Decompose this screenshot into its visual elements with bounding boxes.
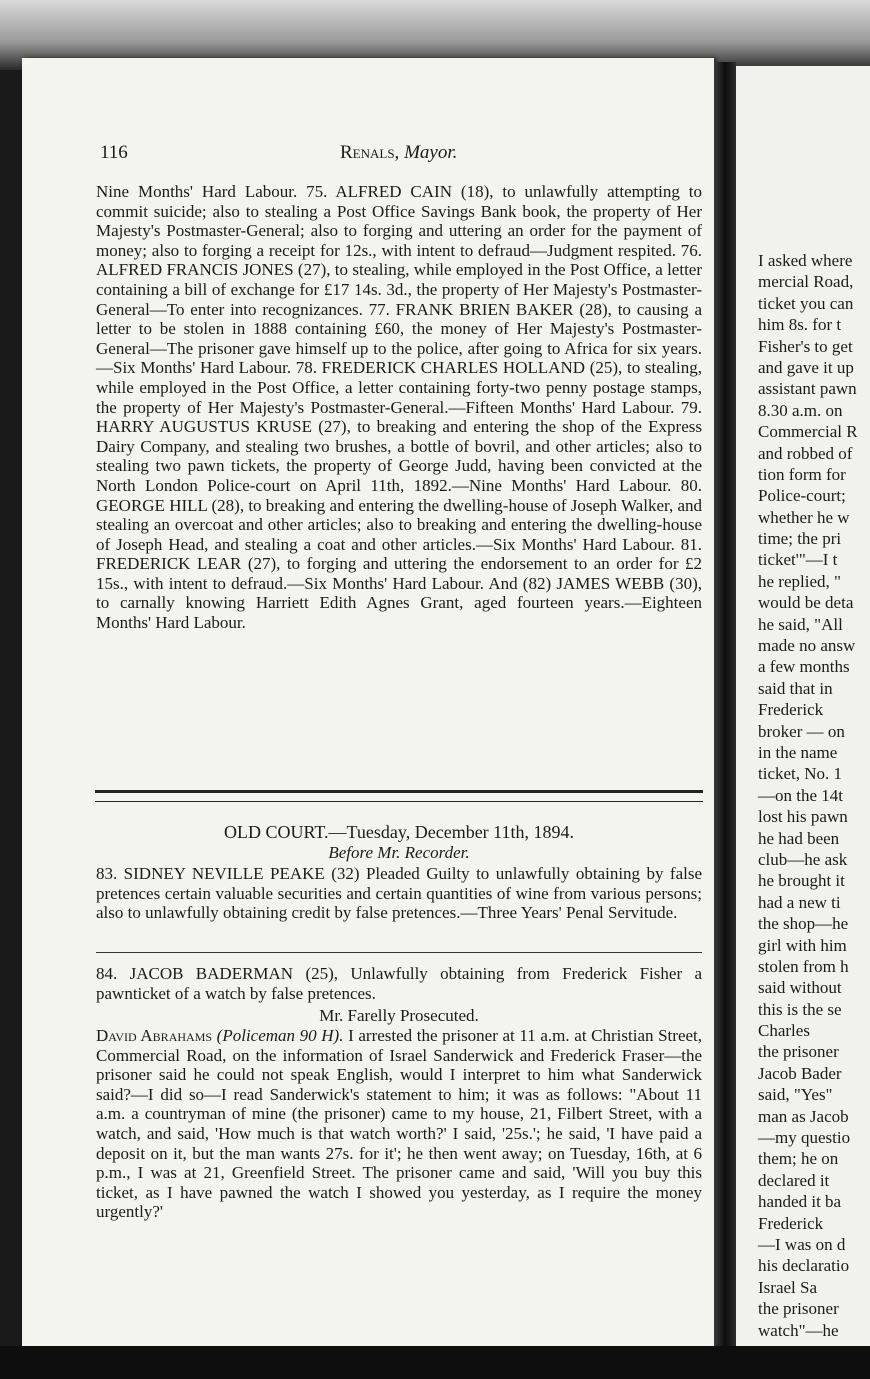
facing-line: made no answ [758,636,856,656]
facing-line: —I was on d [758,1234,846,1254]
case-84-heading-text: 84. JACOB BADERMAN (25), Unlawfully obtaining from Frederick Fisher a pawnticket of a watch by false pretences. [96,964,702,1003]
facing-line: the shop—he [758,914,849,934]
witness-name: David Abrahams [96,1026,213,1045]
book-gutter [714,62,736,1352]
facing-line: mercial Road, [758,272,854,292]
case-83-paragraph: 83. SIDNEY NEVILLE PEAKE (32) Pleaded Guilty to unlawfully obtaining by false pretences certain valuable securities and certain quantities of wine from various persons; also to unlawfully obtaining credit by false pretences.—Three Years' Penal Servitude. [96,864,702,923]
facing-line: 8.30 a.m. on [758,400,843,420]
facing-line: watch"—he [758,1320,839,1340]
facing-line: Jacob Bader [758,1063,842,1083]
facing-line: had a new ti [758,892,841,912]
facing-line: he said, "All [758,614,843,634]
facing-line: he replied, " [758,571,841,591]
facing-line: ticket you can [758,293,854,313]
facing-line: Police-court; [758,486,846,506]
facing-line: stolen from h [758,956,849,976]
case-84-testimony [96,1026,702,1222]
page-number: 116 [100,142,128,163]
facing-line: said without [758,978,842,998]
page-header [100,142,700,168]
facing-line: said, "Yes" [758,1085,833,1105]
facing-line: said that in [758,678,833,698]
facing-line: Fisher's to get [758,336,853,356]
facing-line: lost his pawn [758,807,848,827]
section-divider [95,790,703,802]
facing-line: he brought it [758,871,845,891]
facing-line: Commercial R [758,422,858,442]
facing-line: Charles [758,1021,810,1041]
running-title: Renals, Mayor. [340,142,458,163]
facing-line: this is the se [758,999,842,1019]
facing-line: girl with him [758,935,847,955]
testimony-text: I arrested the prisoner at 11 a.m. at Christian Street, Commercial Road, on the information of Israel Sanderwick and Frederick Fraser—the prisoner said he could not speak English, would I interpret to him what Sanderwick said?—I did so—I read Sanderwick's statement to him; it was as follows: "About 11 a.m. a countryman of mine (the prisoner) came to my house, 21, Filbert Street, with a watch, and said, 'How much is that watch worth?' I said, '25s.'; he said, 'I have paid a deposit on it, but the man wants 27s. for it'; he then went away; on Tuesday, 16th, at 6 p.m., I was at 21, Greenfield Street. The prisoner came and said, 'Will you buy this ticket, as I have pawned the watch I showed you yesterday, as I require the money urgently?' [96,1026,703,1222]
sentences-paragraph: Nine Months' Hard Labour. 75. ALFRED CAIN (18), to unlawfully attempting to commit suicide; also to stealing a Post Office Savings Bank book, the property of Her Majesty's Postmaster-General; also to forging and uttering an order for the payment of money; also to forging a receipt for 12s., with intent to defraud—Judgment respited. 76. ALFRED FRANCIS JONES (27), to stealing, while employed in the Post Office, a letter containing a bill of exchange for £17 14s. 3d., the property of Her Majesty's Postmaster-General—To enter into recognizances. 77. FRANK BRIEN BAKER (28), to causing a letter to be stolen in 1888 containing £60, the money of Her Majesty's Postmaster-General—The prisoner gave himself up to the police, after going to Africa for six years.—Six Months' Hard Labour. 78. FREDERICK CHARLES HOLLAND (25), to stealing, while employed in the Post Office, a letter containing forty-two penny postage stamps, the property of Her Majesty's Postmaster-General.—Fifteen Months' Hard Labour. 79. HARRY AUGUSTUS KRUSE (27), to breaking and entering the shop of the Express Dairy Company, and stealing two brushes, a bottle of bovril, and other articles; also to stealing two pawn tickets, the property of George Judd, having been convicted at the North London Police-court on April 11th, 1892.—Nine Months' Hard Labour. 80. GEORGE HILL (28), to breaking and entering the dwelling-house of Joseph Walker, and stealing an overcoat and other articles; also to breaking and entering the dwelling-house of Joseph Head, and stealing a coat and other articles.—Six Months' Hard Labour. 81. FREDERICK LEAR (27), to forging and uttering the endorsement to an order for £2 15s., with intent to defraud.—Six Months' Hard Labour. And (82) JAMES WEBB (30), to carnally knowing Harriett Edith Agnes Grant, aged fourteen years.—Eighteen Months' Hard Labour. [96,182,703,633]
facing-line: ticket, No. 1 [758,764,843,784]
facing-line: the prisoner [758,1042,839,1062]
facing-line: them; he on [758,1149,839,1169]
case-83 [96,864,702,923]
facing-line: ticket'"—I t [758,550,838,570]
facing-line: him 8s. for t [758,315,842,335]
court-before: Before Mr. Recorder. [328,843,470,862]
facing-line: handed it ba [758,1192,842,1212]
facing-line: time; the pri [758,529,842,549]
facing-line: tion form for [758,464,846,484]
facing-line: his declaratio [758,1256,850,1276]
case-divider [96,952,702,953]
facing-line: would be deta [758,593,854,613]
witness-role: (Policeman 90 H). [216,1026,344,1045]
facing-line: —on the 14t [758,785,843,805]
facing-line: declared it [758,1170,830,1190]
book-bottom-edge [0,1346,870,1379]
facing-line: Israel Sa [758,1277,818,1297]
prosecutor-line: Mr. Farelly Prosecuted. [319,1006,479,1025]
facing-line: I asked where [758,251,853,270]
facing-line: and robbed of [758,443,853,463]
case-84-heading [96,964,702,1003]
facing-line: Frederick [758,700,824,720]
facing-line: broker — on [758,721,845,741]
facing-line: —my questio [758,1128,851,1148]
facing-line: and gave it up [758,357,854,377]
facing-line: the prisoner [758,1299,839,1319]
facing-line: a few months [758,657,850,677]
facing-page-text [758,250,870,1341]
facing-page [736,66,870,1356]
sentences-block [96,182,702,633]
facing-line: man as Jacob [758,1106,849,1126]
running-title-italic: Mayor. [404,142,458,163]
facing-line: Frederick [758,1213,824,1233]
facing-line: whether he w [758,507,850,527]
court-title: OLD COURT.—Tuesday, December 11th, 1894. [223,822,575,842]
facing-line: in the name [758,742,838,762]
facing-line: he had been [758,828,840,848]
facing-line: assistant pawn [758,379,857,399]
facing-line: club—he ask [758,849,848,869]
